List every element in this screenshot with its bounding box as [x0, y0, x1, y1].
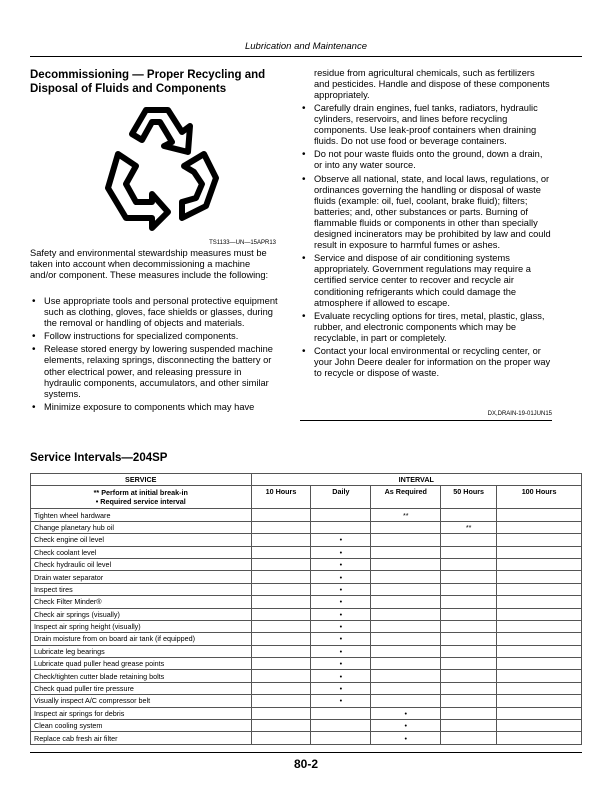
right-continuation: residue from agricultural chemicals, such as fertilizers and pesticides. Handle and dispose of these components appropriately. [314, 68, 550, 101]
interval-cell [371, 658, 441, 670]
recycling-symbol [102, 102, 220, 232]
table-row [31, 707, 582, 719]
interval-cell: • [311, 546, 371, 558]
interval-cell [311, 732, 371, 744]
interval-cell [441, 509, 497, 521]
column-header: 50 Hours [441, 486, 497, 509]
interval-cell: • [311, 633, 371, 645]
list-item: • Follow instructions for specialized components. [30, 331, 278, 342]
service-cell: Lubricate quad puller head grease points [31, 658, 252, 670]
interval-cell [441, 707, 497, 719]
interval-cell: • [311, 608, 371, 620]
interval-cell [251, 695, 311, 707]
header-rule [30, 56, 582, 57]
legend-break-in: ** Perform at initial break-in [93, 488, 188, 498]
interval-cell [497, 707, 582, 719]
interval-cell [251, 608, 311, 620]
interval-cell [251, 509, 311, 521]
interval-cell [497, 658, 582, 670]
interval-cell [441, 732, 497, 744]
service-cell: Replace cab fresh air filter [31, 732, 252, 744]
service-cell: Check/tighten cutter blade retaining bolts [31, 670, 252, 682]
interval-cell [441, 596, 497, 608]
table-row [31, 720, 582, 732]
interval-cell [497, 608, 582, 620]
section2-heading: Service Intervals—204SP [30, 452, 168, 464]
interval-cell [441, 608, 497, 620]
footer-rule [30, 752, 582, 753]
table-row [31, 695, 582, 707]
interval-cell: • [311, 596, 371, 608]
interval-cell [497, 521, 582, 533]
table-row [31, 583, 582, 595]
service-cell: Tighten wheel hardware [31, 509, 252, 521]
header-title: Lubrication and Maintenance [244, 41, 367, 52]
list-item: • Do not pour waste fluids onto the ground, down a drain, or into any water source. [300, 149, 552, 171]
interval-cell [371, 596, 441, 608]
interval-cell [497, 645, 582, 657]
interval-cell [497, 571, 582, 583]
table-row [31, 608, 582, 620]
interval-cell [497, 509, 582, 521]
page-number: 80-2 [293, 757, 319, 771]
interval-cell [441, 633, 497, 645]
table-body [31, 509, 582, 744]
interval-cell: • [311, 682, 371, 694]
list-item: • Minimize exposure to components which may have [30, 402, 278, 413]
interval-cell: • [311, 620, 371, 632]
interval-cell [371, 633, 441, 645]
service-cell: Drain water separator [31, 571, 252, 583]
interval-cell: • [311, 583, 371, 595]
interval-cell: ** [441, 521, 497, 533]
legend-required: • Required service interval [95, 497, 186, 507]
interval-cell [441, 571, 497, 583]
interval-cell [371, 521, 441, 533]
interval-cell [441, 670, 497, 682]
service-cell: Check hydraulic oil level [31, 558, 252, 570]
column-header: 100 Hours [497, 486, 582, 509]
column-header: 10 Hours [251, 486, 311, 509]
interval-cell [441, 620, 497, 632]
interval-cell [441, 695, 497, 707]
interval-cell [371, 645, 441, 657]
recycle-icon [102, 102, 220, 232]
interval-cell [251, 682, 311, 694]
table-row [31, 546, 582, 558]
interval-cell [497, 682, 582, 694]
table-row [31, 670, 582, 682]
interval-cell [371, 620, 441, 632]
interval-cell [251, 670, 311, 682]
table-row [31, 732, 582, 744]
interval-cell [251, 707, 311, 719]
interval-cell [371, 546, 441, 558]
list-item: • Use appropriate tools and personal protective equipment such as clothing, gloves, face shields or glasses, during the removal or handling of objects and materials. [30, 296, 278, 329]
interval-cell [441, 645, 497, 657]
service-cell: Inspect air spring height (visually) [31, 620, 252, 632]
column-header: As Required [371, 486, 441, 509]
interval-cell [371, 558, 441, 570]
interval-cell [371, 695, 441, 707]
service-cell: Clean cooling system [31, 720, 252, 732]
left-bullet-list [30, 296, 278, 415]
interval-cell: • [311, 645, 371, 657]
interval-cell [371, 583, 441, 595]
service-cell: Check air springs (visually) [31, 608, 252, 620]
legend-cell [31, 486, 252, 509]
section1-intro: Safety and environmental stewardship measures must be taken into account when decommissioning a machine and/or component. These measures include the following: [30, 248, 269, 281]
interval-cell [497, 583, 582, 595]
interval-cell [441, 558, 497, 570]
interval-cell [251, 558, 311, 570]
section1-heading: Decommissioning — Proper Recycling and Disposal of Fluids and Components [30, 69, 266, 95]
service-intervals-table [30, 473, 582, 745]
interval-cell [251, 546, 311, 558]
interval-cell [497, 720, 582, 732]
list-item: • Observe all national, state, and local laws, regulations, or ordinances governing the handling or disposal of waste fluids (example: oil, fuel, coolant, brake fluid); filters; batteries; and, other substances or parts. Burning of flammable fluids or components in other than specially designed incinerators may be prohibited by law and could result in exposure to harmful fumes or ashes. [300, 174, 552, 252]
interval-cell [497, 596, 582, 608]
interval-cell [497, 534, 582, 546]
table-row [31, 509, 582, 521]
list-item: • Release stored energy by lowering suspended machine elements, relaxing springs, disconnecting the battery or other electrical power, and releasing pressure in hydraulic components, accumulators, and other similar systems. [30, 344, 278, 399]
interval-cell: ** [371, 509, 441, 521]
service-cell: Lubricate leg bearings [31, 645, 252, 657]
column-header: Daily [311, 486, 371, 509]
interval-cell [251, 534, 311, 546]
section-divider [300, 420, 552, 421]
interval-cell [441, 534, 497, 546]
page-header [0, 41, 612, 52]
interval-cell [497, 695, 582, 707]
interval-cell: • [371, 732, 441, 744]
interval-cell [251, 633, 311, 645]
interval-cell [251, 620, 311, 632]
interval-cell: • [371, 707, 441, 719]
service-cell: Drain moisture from on board air tank (if equipped) [31, 633, 252, 645]
service-cell: Check quad puller tire pressure [31, 682, 252, 694]
list-item: • Service and dispose of air conditioning systems appropriately. Government regulations may require a certified service center to recover and recycle air conditioning refrigerants which could damage the atmosphere if allowed to escape. [300, 253, 552, 308]
table-row [31, 633, 582, 645]
interval-cell [251, 645, 311, 657]
interval-cell [371, 608, 441, 620]
service-cell: Change planetary hub oil [31, 521, 252, 533]
interval-cell [251, 732, 311, 744]
table-row [31, 645, 582, 657]
service-cell: Check Filter Minder® [31, 596, 252, 608]
interval-cell [251, 521, 311, 533]
list-item: • Contact your local environmental or recycling center, or your John Deere dealer for information on the proper way to recycle or dispose of waste. [300, 346, 552, 379]
table-row [31, 682, 582, 694]
list-item: • Carefully drain engines, fuel tanks, radiators, hydraulic cylinders, reservoirs, and lines before recycling components. Use leak-proof containers when draining fluids. Do not use food or beverage containers. [300, 103, 552, 147]
interval-cell [371, 534, 441, 546]
interval-cell: • [311, 658, 371, 670]
table-row [31, 521, 582, 533]
interval-cell: • [311, 670, 371, 682]
service-cell: Inspect air springs for debris [31, 707, 252, 719]
interval-cell [311, 521, 371, 533]
service-header: SERVICE [31, 474, 252, 486]
table-row [31, 620, 582, 632]
interval-cell [251, 658, 311, 670]
interval-cell [441, 583, 497, 595]
interval-header: INTERVAL [251, 474, 581, 486]
service-cell: Check engine oil level [31, 534, 252, 546]
service-cell: Check coolant level [31, 546, 252, 558]
doc-code: DX,DRAIN-19-01JUN15 [487, 411, 552, 417]
interval-cell [371, 682, 441, 694]
right-bullet-list [300, 103, 552, 381]
table-row [31, 534, 582, 546]
interval-cell [441, 682, 497, 694]
interval-cell: • [371, 720, 441, 732]
interval-cell: • [311, 695, 371, 707]
table-row [31, 558, 582, 570]
table-row [31, 596, 582, 608]
interval-cell [497, 620, 582, 632]
interval-cell [441, 720, 497, 732]
interval-cell [251, 583, 311, 595]
interval-cell [251, 720, 311, 732]
service-cell: Inspect tires [31, 583, 252, 595]
interval-cell [371, 571, 441, 583]
interval-cell [497, 732, 582, 744]
interval-cell: • [311, 534, 371, 546]
interval-cell [311, 720, 371, 732]
interval-cell [497, 558, 582, 570]
interval-cell [497, 670, 582, 682]
table-row [31, 658, 582, 670]
interval-cell [251, 596, 311, 608]
service-cell: Visually inspect A/C compressor belt [31, 695, 252, 707]
list-item: • Evaluate recycling options for tires, metal, plastic, glass, rubber, and electronic components which may be recyclable, in part or completely. [300, 311, 552, 344]
interval-cell [311, 509, 371, 521]
interval-cell [251, 571, 311, 583]
image-caption: TS1133—UN—15APR13 [209, 240, 276, 246]
interval-cell [497, 633, 582, 645]
interval-cell [371, 670, 441, 682]
table-row [31, 571, 582, 583]
interval-cell: • [311, 558, 371, 570]
interval-cell [441, 546, 497, 558]
interval-cell [497, 546, 582, 558]
interval-cell: • [311, 571, 371, 583]
interval-cell [311, 707, 371, 719]
interval-cell [441, 658, 497, 670]
